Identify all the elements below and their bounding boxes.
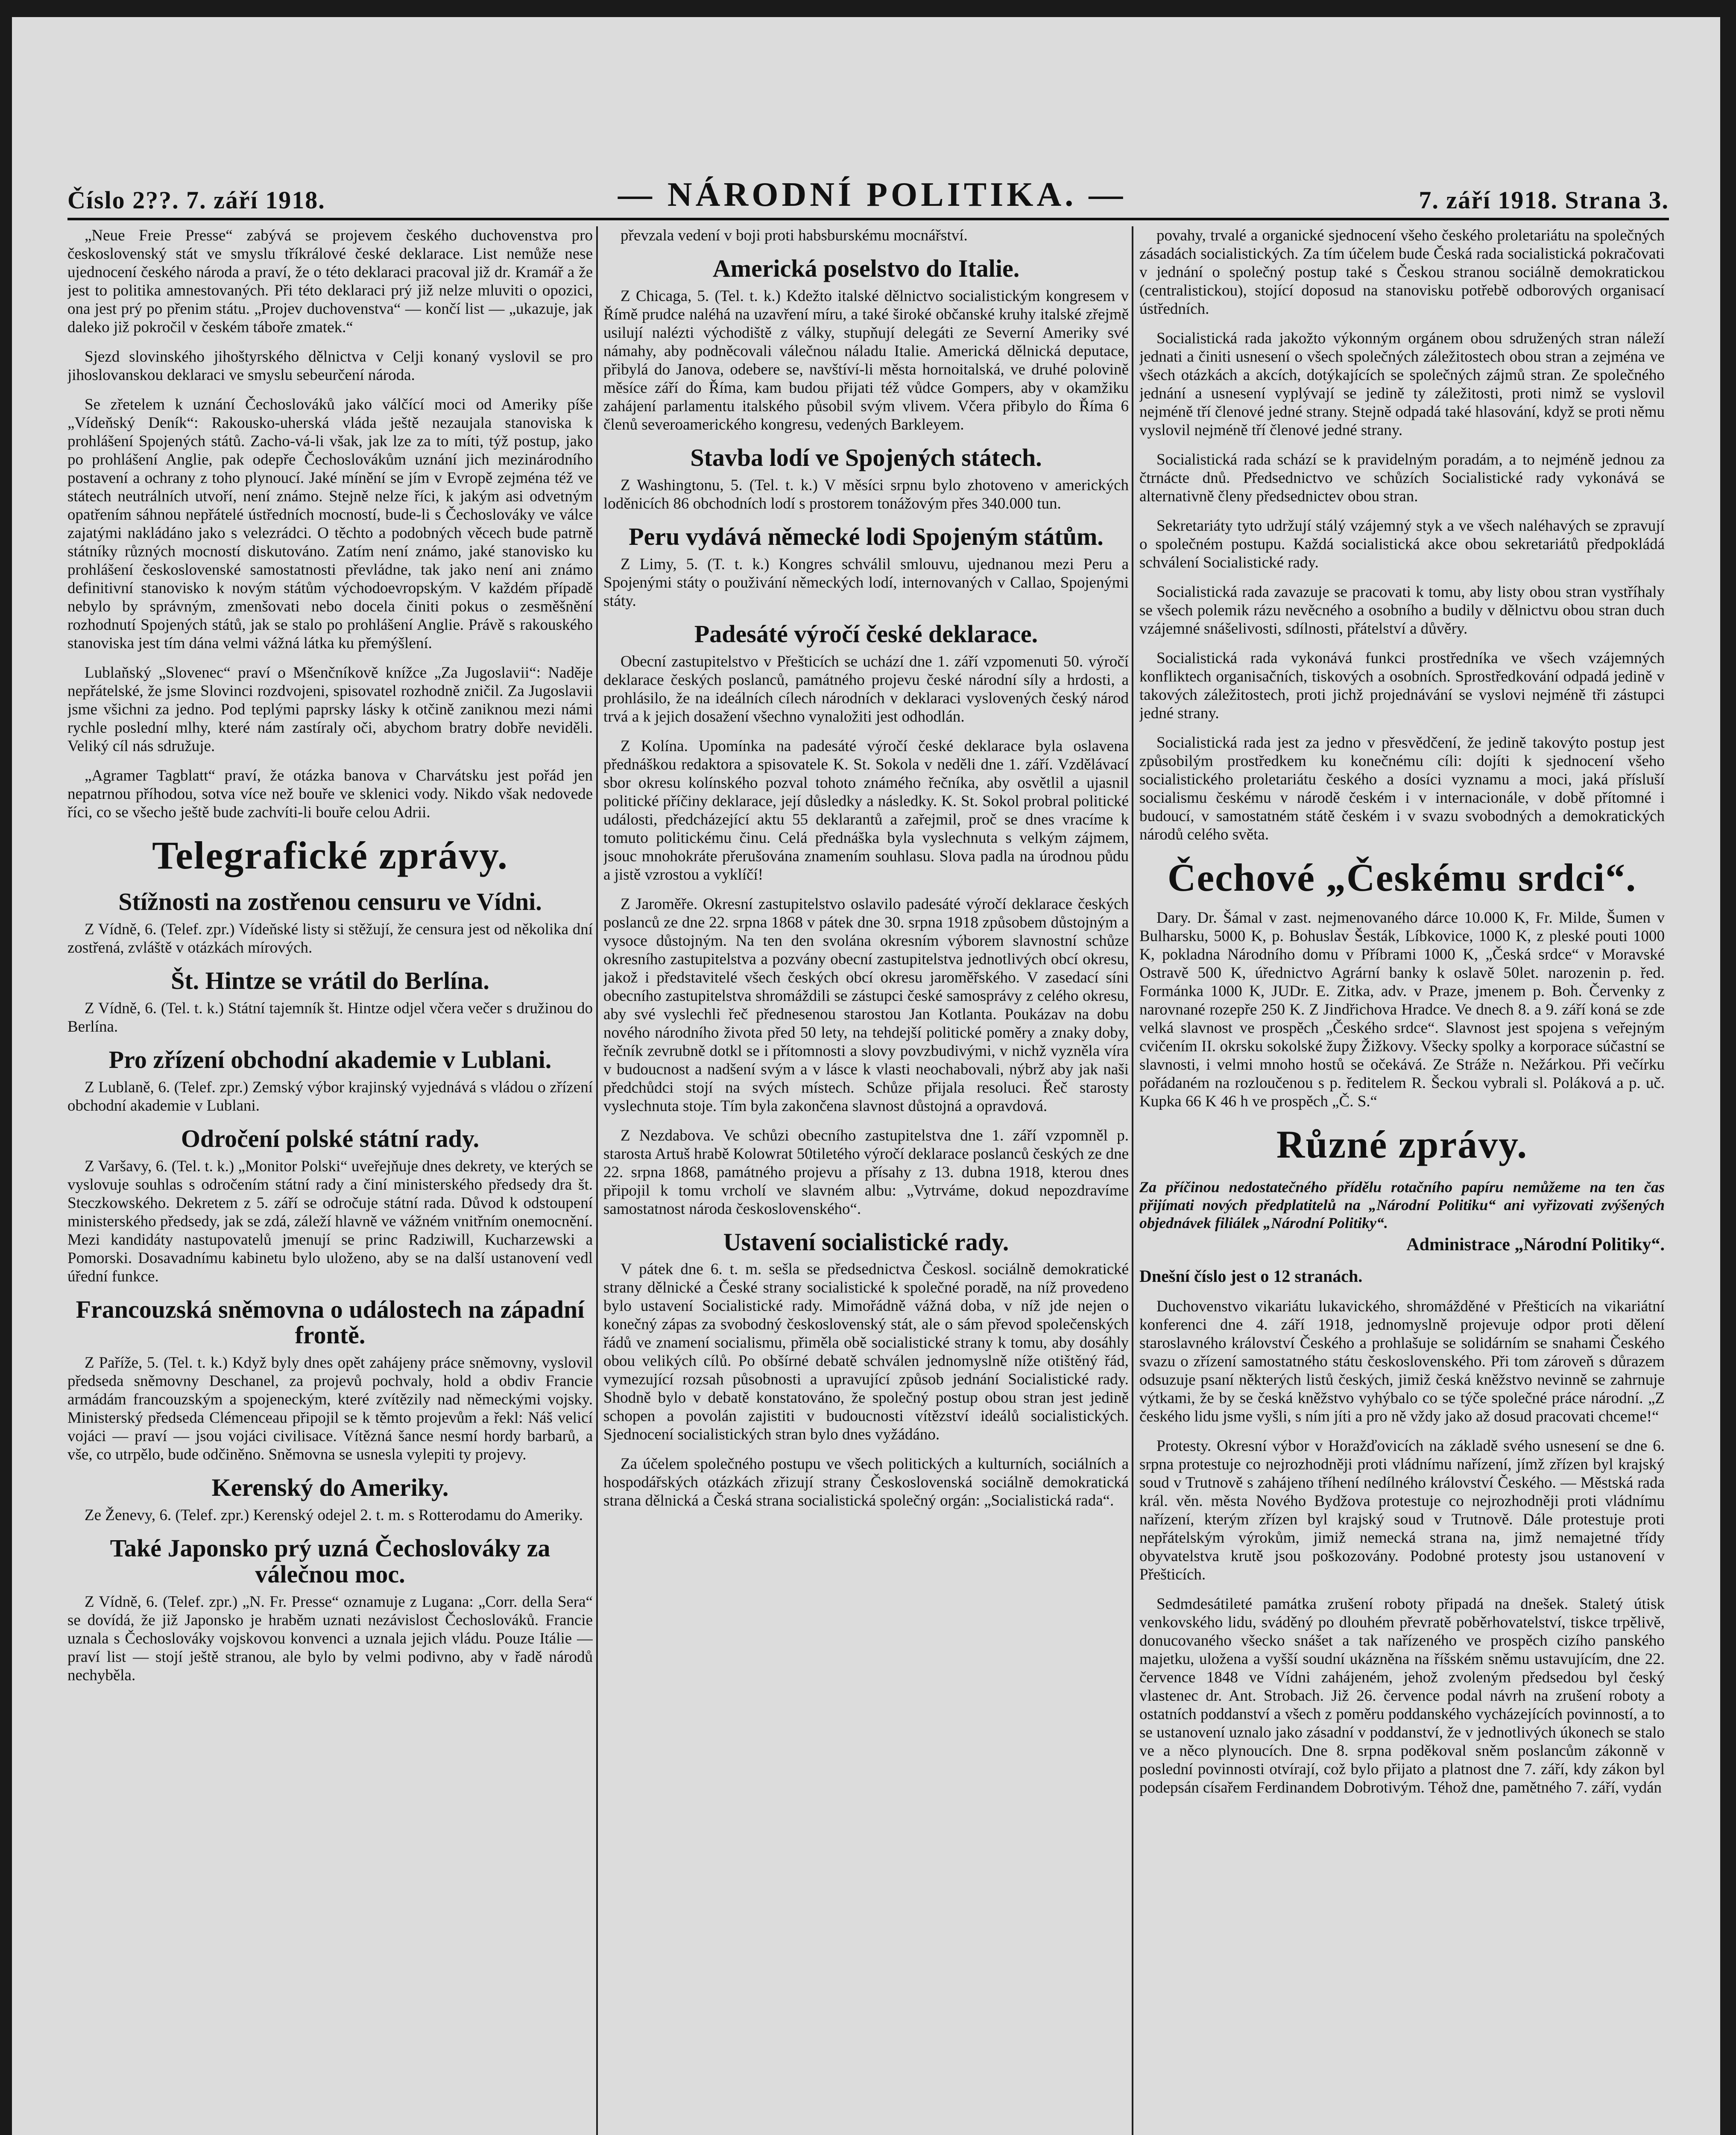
article-body: Za účelem společného postupu ve všech politických a kulturních, sociálních a hospodářských otázkách zřizují strany Československá sociálně demokratická strana dělnická a Česká strana socialistická společný orgán: „Socialistická rada“. bbox=[603, 1455, 1129, 1510]
article-body: Z Washingtonu, 5. (Tel. t. k.) V měsíci srpnu bylo zhotoveno v amerických loděnicích 86 obchodních lodí s prostorem tonážovým přes 340.000 tun. bbox=[603, 476, 1129, 512]
article bbox=[603, 445, 1129, 513]
article-body: Z Chicaga, 5. (Tel. t. k.) Kdežto italské dělnictvo socialistickým kongresem v Římě prudce naléhá na uzavření míru, a také široké občanské kruhy italské zřejmě usilují nalézti východiště z války, stupňují delegáti ze Severní Ameriky své námahy, aby podněcovali válečnou náladu Italie. Americká dělnická deputace, přibylá do Janova, odebere se, navštíví-li města hornoitalská, ve druhé polovině měsíce září do Říma, kam budou přijati též vůdce Gompers, aby v okamžiku zahájení parlamentu italského působil svým vlivem. Včera přibylo do Říma 6 členů severoamerického kongresu, vedených Barkleyem. bbox=[603, 287, 1129, 433]
article bbox=[67, 1535, 593, 1685]
article-body: Z Vídně, 6. (Telef. zpr.) Vídeňské listy si stěžují, že censura jest od několika dní zostřená, zvláště v otázkách mírových. bbox=[67, 920, 593, 956]
article-body: V pátek dne 6. t. m. sešla se předsednictva Českosl. sociálně demokratické strany dělnické a České strany socialistické k společné poradě, na níž provedeno bylo ustavení Socialistické rady. Mimořádně vážná doba, v níž jde nejen o konečný zápas za svobodný československý stát, ale o sám převod společenských řádů ve znamení socialismu, přiměla obě socialistické strany k tomu, aby dosáhly obou velikých cílů. Po obšírné debatě schválen jednomyslně níže otištěný řád, vymezující rozsah působnosti a upravující způsob jednání Socialistické rady. Shodně bylo v debatě konstatováno, že společný postup obou stran jest jedině schopen a povolán zajistiti v budoucnosti vítězství ideálů socialistických. Sjednocení socialistických stran bylo dnes vyžádáno. bbox=[603, 1261, 1129, 1444]
article bbox=[1139, 517, 1665, 572]
article bbox=[1139, 1266, 1665, 1286]
article bbox=[67, 1297, 593, 1464]
article-headline: Št. Hintze se vrátil do Berlína. bbox=[171, 966, 489, 994]
article bbox=[603, 1455, 1129, 1510]
article-body: Dary. Dr. Šámal v zast. nejmenovaného dárce 10.000 K, Fr. Milde, Šumen v Bulharsku, 5000 K, p. Bohuslav Šesták, Líbkovice, 1000 K, z pleské pouti 1000 K, pokladna Národního domu v Příbrami 1000 K, „Česká srdce“ v Moravské Ostravě 500 K, úřednictvo Agrární banky k oslavě 50let. narozenin p. řed. Formánka 1000 K, JUDr. E. Zitka, adv. v Praze, jmenem p. Boh. Červenky z narovnané rozepře 250 K. Z Jindřichova Hradce. Ve dnech 8. a 9. září koná se zde velká slavnost ve prospěch „Českého srdce“. Slavnost jest spojena s veřejným cvičením II. okrsku sokolské župy Žižkovy. Všecky spolky a korporace súčastní se slavnosti, i velmi mnoho hostů se očekává. Ze Stráže n. Nežárkou. Při večírku pořádaném na rozloučenou s p. ředitelem R. Šeckou vybrali sl. Poláková a p. uč. Kupka 66 K 46 h ve prospěch „Č. S.“ bbox=[1139, 909, 1665, 1110]
article bbox=[1139, 583, 1665, 638]
article-body: povahy, trvalé a organické sjednocení všeho českého proletariátu na společných zásadách socialistických. Za tím účelem bude Česká rada socialistická pokračovati v jednání o společný postup také s Českou stranou sociálně demokratickou (centralistickou), stojící doposud na stanovisku potřebě odborových organisací ústředních. bbox=[1139, 227, 1665, 318]
article bbox=[603, 1126, 1129, 1218]
article-body: převzala vedení v boji proti habsburskému mocnářství. bbox=[621, 227, 968, 244]
article-headline: Kerenský do Ameriky. bbox=[211, 1474, 449, 1502]
article-body: Lublaňský „Slovenec“ praví o Mšenčníkově knížce „Za Jugoslavii“: Naděje nepřátelské, že jsme Slovinci rozdvojeni, spisovatel rozhodně zničil. Za Jugoslavii jsme všichni za jedno. Pod teplými paprsky lásky k otčině zaniknou mezi námi rychle poslední mlhy, které nám zastíraly oči, abychom bratry dobře neviděli. Veliký cíl nás sdružuje. bbox=[67, 664, 593, 755]
article-headline: Stavba lodí ve Spojených státech. bbox=[690, 443, 1042, 471]
newspaper-page bbox=[12, 17, 1720, 2135]
article-body: Z Lublaně, 6. (Telef. zpr.) Zemský výbor krajinský vyjednává s vládou o zřízení obchodní akademie v Lublani. bbox=[67, 1078, 593, 1114]
article-body: Ze Ženevy, 6. (Telef. zpr.) Kerenský odejel 2. t. m. s Rotterodamu do Ameriky. bbox=[85, 1506, 583, 1524]
article bbox=[67, 348, 593, 384]
article-body: „Neue Freie Presse“ zabývá se projevem českého duchovenstva pro československý stát ve smyslu tříkrálové české deklarace. List nemůže nese ujednocení českého národa a praví, že o této deklaraci pracoval již dr. Kramář a že jest to politika amnestovaných. Při této deklaraci prý již nelze mluviti o opozici, ona jest prý po přenim státu. „Projev duchovenstva“ — končí list — „ukazuje, jak daleko již pokročil v českém táboře zmatek.“ bbox=[67, 227, 593, 336]
article-body: Z Jaroměře. Okresní zastupitelstvo oslavilo padesáté výročí deklarace českých poslanců ze dne 22. srpna 1868 v pátek dne 30. srpna 1918 způsobem důstojným a vysoce důstojným. Na ten den svolána okresním výborem slavnostní schůze okresního zastupitelstva a pozvány obecní zastupitelstva jednotlivých obcí okresu, jakož i představitelé všech českých obcí okresu jaroměřského. V zasedací síni obecního zastupitelstva shromáždili se zástupci české samosprávy z celého okresu, aby své vyslechli řeč přednesenou starostou Jan Kotlanta. Poukázav na dobu nového národního života před 50 lety, na tehdejší politické poměry a znaky doby, řečník zevrubně dotkl se i přítomnosti a slovy povzbudivými, v nichž vyzněla víra v budoucnost a nadšení svým a v lásce k vlasti neochabovali, nýbrž aby jak naši předchůdci stojí na svých místech. Schůze přijala resoluci. Řeč starosty vyslechnuta stoje. Tím byla zakončena slavnost důstojná a opravdová. bbox=[603, 895, 1129, 1115]
page-count-note: Dnešní číslo jest o 12 stranách. bbox=[1139, 1266, 1363, 1286]
article-body: Z Limy, 5. (T. t. k.) Kongres schválil smlouvu, ujednanou mezi Peru a Spojenými státy o použivání německých lodí, internovaných v Callao, Spojenými státy. bbox=[603, 555, 1129, 610]
article-body: Z Vídně, 6. (Telef. zpr.) „N. Fr. Presse“ oznamuje z Lugana: „Corr. della Sera“ se dovídá, že již Japonsko je hraběm uznati nezávislost Čechoslováků. Francie uznala s Čechoslováky vojskovou konvenci a uznala jejich vládu. Pouze Itálie — praví list — stojí ještě stranou, ale bylo by velmi podivno, aby v řadě národů nechyběla. bbox=[67, 1593, 593, 1685]
article-headline: Také Japonsko prý uzná Čechoslováky za válečnou moc. bbox=[110, 1534, 550, 1588]
column-2 bbox=[603, 226, 1129, 2135]
article-body: Duchovenstvo vikariátu lukavického, shromážděné v Přešticích na vikariátní konferenci dne 4. září 1918, jednomyslně projevuje odpor proti dělení staroslavného království Českého a prohlašuje se solidárním se snahami Českého svazu o zřízení samostatného státu československého. Při tom zároveň s důrazem odsuzuje psaní některých listů českých, jimiž česká kněžstvo nevinně se zahrnuje výtkami, že by se česká kněžstvo vyhýbalo co se týče společné práce národní. „Z českého lidu jsme vyšli, s ním jíti a pro ně vždy jako až dosud pracovati chceme!“ bbox=[1139, 1298, 1665, 1425]
article-headline: Odročení polské státní rady. bbox=[181, 1124, 480, 1152]
article bbox=[1139, 1122, 1665, 1167]
article-body: Z Paříže, 5. (Tel. t. k.) Když byly dnes opět zahájeny práce sněmovny, vyslovil předseda sněmovny Deschanel, za projevů pochvaly, hold a obdiv Francie armádám francouzským a spojeneckým, které zvítězily nad německými vojsky. Ministerský předseda Clémenceau připojil se k těmto projevům a řekl: Náš velicí vojáci — praví — jsou vojáci civilisace. Vítězná šance nesmí hordy barbarů, a vše, co utrpělo, bude odčiněno. Sněmovna se usnesla vylepiti ty projevy. bbox=[67, 1354, 593, 1464]
article bbox=[67, 1475, 593, 1524]
article-body: Z Kolína. Upomínka na padesáté výročí české deklarace byla oslavena přednáškou redaktora a spisovatele K. St. Sokola v neděli dne 1. září. Vzdělávací sbor okresu kolínského pozval tohoto známého řečníka, aby osvětlil a ujasnil politické příčiny deklarace, její důsledky a následky. K. St. Sokol probral politické události, předcházející aktu 55 deklarantů a zařejmil, proč se dnes vracíme k tomuto politickému činu. Celá přednáška byla vyslechnuta s velkým zájmem, jsouc mnohokráte přerušována znamením souhlasu. Slova padla na úrodnou půdu a jistě vzrostou a vyklíčí! bbox=[603, 737, 1129, 883]
article bbox=[67, 226, 593, 336]
article-headline: Čechové „Českému srdci“. bbox=[1167, 856, 1637, 899]
article-body: Sedmdesátileté památka zrušení roboty připadá na dnešek. Staletý útisk venkovského lidu, sváděný po dlouhém převratě poběrhovatelství, tiskce trpělivě, donucovaného všecko snášet a tak nařízeného ve prospěch cizího panského majetku, uložena a vyšší soudní ukázněna na říšském sněmu ustavujícím, dne 22. července 1848 ve Vídni zahájeném, jehož zvoleným předsedou byl český vlastenec dr. Ant. Strobach. Již 26. července podal návrh na zrušení roboty a ostatních poddanství a všech z poměru poddanského vycházejících povinností, a to se ustanovení uznalo jako zásadní v poddanství, že v jednotlivých úkonech se stalo ve a něco plynoucích. Dne 8. srpna poděkoval sněm poslancům zákonně v poslední povinnosti otvírají, což bylo přijato a platnost dne 7. září, kdy zákon byl podepsán císařem Ferdinandem Dobrotivým. Téhož dne, pamětného 7. září, vydán bbox=[1139, 1595, 1665, 1796]
article-headline: Ustavení socialistické rady. bbox=[723, 1228, 1009, 1256]
header-paper-name: — NÁRODNÍ POLITIKA. — bbox=[618, 176, 1127, 214]
article bbox=[603, 226, 1129, 245]
article bbox=[603, 895, 1129, 1115]
column-rule bbox=[596, 226, 598, 2135]
article bbox=[1139, 226, 1665, 318]
article bbox=[1139, 1437, 1665, 1584]
article-body: Socialistická rada jest za jedno v přesvědčení, že jedině takovýto postup jest způsobilým prostředkem ku konečnému cíli: dojíti k sjednocení všeho socialistického proletariátu českého a dosíci vyznamu a moci, jaká přísluší socialismu českému v národě českém i v internacionále, v době přítomné i budoucí, v samostatném státě českém i v svazu svobodných a demokratických národů celého světa. bbox=[1139, 734, 1665, 843]
article-headline: Telegrafické zprávy. bbox=[152, 834, 508, 877]
article bbox=[603, 256, 1129, 434]
article-body: „Agramer Tagblatt“ praví, že otázka banova v Charvátsku jest pořád jen nepatrnou příhodou, sotva více než bouře ve sklenici vody. Nikdo však nedovede říci, co se všecho ještě bude zachvíti-li bouře celou Adrii. bbox=[67, 767, 593, 821]
article-headline: Peru vydává německé lodi Spojeným státům. bbox=[629, 522, 1104, 550]
article-headline: Francouzská sněmovna o událostech na západní frontě. bbox=[76, 1295, 585, 1349]
article bbox=[1139, 450, 1665, 506]
article bbox=[1139, 734, 1665, 844]
article-body: Sekretariáty tyto udržují stálý vzájemný styk a ve všech naléhavých se zpravují o společném postupu. Každá socialistická akce obou sekretariátů předpokládá schválení Socialistické rady. bbox=[1139, 517, 1665, 571]
article bbox=[603, 621, 1129, 726]
column-3 bbox=[1139, 226, 1665, 2135]
article bbox=[1139, 855, 1665, 1111]
article-body: Se zřetelem k uznání Čechoslováků jako válčící moci od Ameriky píše „Vídeňský Deník“: Rakousko-uherská vláda ještě nezaujala stanoviska k prohlášení Spojených států. Zacho-vá-li však, jak lze za to míti, týž postup, jako po prohlášení Anglie, pak odepře Čechoslovákům uznání jich mezinárodního postavení a ochrany z toho plynoucí. Jaké mínění se jím v Evropě zejména též ve státech neutrálních utvoří, není známo. Stejně nelze říci, k jakým asi odvetným opatřením sáhnou nepřátelé ústředních mocností, bude-li s Čechoslováky ve válce zajatými nakládáno jako s velezrádci. O těchto a podobných věcech bude patrně státníky různých mocností diskutováno. Zatím není známo, jaké stanovisko ku prohlášení československé samostatnosti převládne, tak jako není ani známo definitivní stanovisko k novým státům východoevropským. V každém případě nebylo by správným, zmenšovati nebo docela činiti pokus o zesměšnění rozhodnutí Spojených států, jak se stalo po prohlášení Anglie. Právě s rakouského stanoviska jest tím dána velmi vážná látka ku přemýšlení. bbox=[67, 396, 593, 652]
header-issue-date: Číslo 2??. 7. září 1918. bbox=[67, 186, 325, 214]
article bbox=[67, 968, 593, 1036]
column-1 bbox=[67, 226, 593, 2135]
article-body: Sjezd slovinského jihoštyrského dělnictva v Celji konaný vyslovil se pro jihoslovanskou deklaraci ve smyslu sebeurčení národa. bbox=[67, 348, 593, 384]
article-body: Socialistická rada vykonává funkci prostředníka ve všech vzájemných konfliktech organisačních, tiskových a osobních. Sprostředkování odpadá jedině v takových záležitostech, proti jichž projednávání se vyslovi nejméně tři zástupci jedné strany. bbox=[1139, 649, 1665, 722]
article bbox=[603, 737, 1129, 884]
article bbox=[1139, 1178, 1665, 1255]
article bbox=[67, 766, 593, 822]
article-headline: Různé zprávy. bbox=[1276, 1123, 1528, 1166]
article-headline: Americká poselstvo do Italie. bbox=[712, 254, 1020, 282]
article bbox=[603, 524, 1129, 610]
article-body: Socialistická rada jakožto výkonným orgánem obou sdružených stran náleží jednati a činiti usnesení o všech společných záležitostech obou stran a zejména ve všech otázkách a akcích, dotýkajících se společných zájmů stran. Ze společného jednání a usnesení vyplývají se jedině ty záležitosti, proti nimž se vyslovil nejméně tří členové jedné strany. Stejně odpadá také hlasování, když se proti němu vyslovil nejméně tří členové jedné strany. bbox=[1139, 330, 1665, 439]
article bbox=[1139, 649, 1665, 722]
article bbox=[1139, 1595, 1665, 1797]
article-headline: Padesáté výročí české deklarace. bbox=[694, 620, 1038, 648]
article-body: Obecní zastupitelstvo v Přešticích se uchází dne 1. září vzpomenuti 50. výročí deklarace českých poslanců, památného projevu české národní síly a hrdosti, a prohlásilo, že na ideálních cílech národních v deklaraci vyslovených český národ trvá a k jejich dosažení všechno vynaložiti jest odhodlán. bbox=[603, 652, 1129, 725]
article bbox=[67, 1047, 593, 1115]
article-body: Socialistická rada schází se k pravidelným poradám, a to nejméně jednou za čtrnácte dnů. Předsednictvo ve schůzích Socialistické rady vykonává se alternativně členy předsednictev obou stran. bbox=[1139, 451, 1665, 505]
article bbox=[67, 1126, 593, 1286]
article-body: Z Vídně, 6. (Tel. t. k.) Státní tajemník št. Hintze odjel včera večer s družinou do Berlína. bbox=[67, 999, 593, 1035]
article bbox=[603, 1229, 1129, 1444]
article-headline: Stížnosti na zostřenou censuru ve Vídni. bbox=[118, 888, 542, 915]
page-header bbox=[67, 171, 1669, 220]
article bbox=[67, 664, 593, 755]
article-body: Z Nezdabova. Ve schůzi obecního zastupitelstva dne 1. září vzpomněl p. starosta Artuš hrabě Kolowrat 50tiletého výročí deklarace poslanců českých ze dne 22. srpna 1868, památného projevu a přísahy z 13. dubna 1918, kterou dnes připojil k tomu vrcholí ve slavném albu: „Vytrváme, dokud nepozdravíme samostatnost národa československého“. bbox=[603, 1126, 1129, 1218]
article bbox=[67, 833, 593, 878]
article-body: Z Varšavy, 6. (Tel. t. k.) „Monitor Polski“ uveřejňuje dnes dekrety, ve kterých se vyslovuje souhlas s odročením státní rady a činí ministerského předsedy dra št. Steczkowského. Dekretem z 5. září se odročuje státní rada. Důvod k odstoupení ministerského předsedy, jak se zdá, záleží hlavně ve vážném vnitřním onemocnění. Mezi kandidáty nastupovatelů jmenují se princ Radziwill, Kucharzewski a Pomorski. Dosavadnímu kabinetu bylo uloženo, aby se na další ustanovení vedl úřední funkce. bbox=[67, 1157, 593, 1285]
article bbox=[67, 889, 593, 957]
article-headline: Pro zřízení obchodní akademie v Lublani. bbox=[108, 1045, 552, 1073]
notice-signature: Administrace „Národní Politiky“. bbox=[1406, 1235, 1665, 1255]
article bbox=[1139, 1297, 1665, 1426]
article bbox=[67, 395, 593, 652]
header-date-page: 7. září 1918. Strana 3. bbox=[1419, 186, 1669, 214]
column-rule bbox=[1132, 226, 1133, 2135]
article bbox=[1139, 329, 1665, 439]
administration-notice: Za příčinou nedostatečného přídělu rotačního papíru nemůžeme na ten čas přijímati nových předplatitelů na „Národní Politiku“ ani vyřizovati zvýšených objednávek filiálek „Národní Politiky“. bbox=[1139, 1179, 1665, 1231]
article-body: Socialistická rada zavazuje se pracovati k tomu, aby listy obou stran vystříhaly se všech polemik rázu nevěcného a osobního a budily v dělnictvu obou stran duch vzájemné snášelivosti, sdílnosti, přátelství a důvěry. bbox=[1139, 583, 1665, 638]
article-body: Protesty. Okresní výbor v Horažďovicích na základě svého usnesení se dne 6. srpna protestuje co nejrozhodněji proti vládnímu nařízení, jímž zřízen byl krajský soud v Trutnově s zahájeno tříhení nedílného království Českého. — Městská rada král. věn. města Nového Bydžova protestuje co nejrozhodněji proti vládnímu nařízení, kterým zřízen byl krajský soud v Trutnově. Dále protestuje proti nepřátelským výrokům, jimiž nemecká strana na, jimž nemajetné třídy obyvatelstva krutě jsou poškozovány. Podobné protesty jsou ustanovení v Přešticích. bbox=[1139, 1437, 1665, 1583]
